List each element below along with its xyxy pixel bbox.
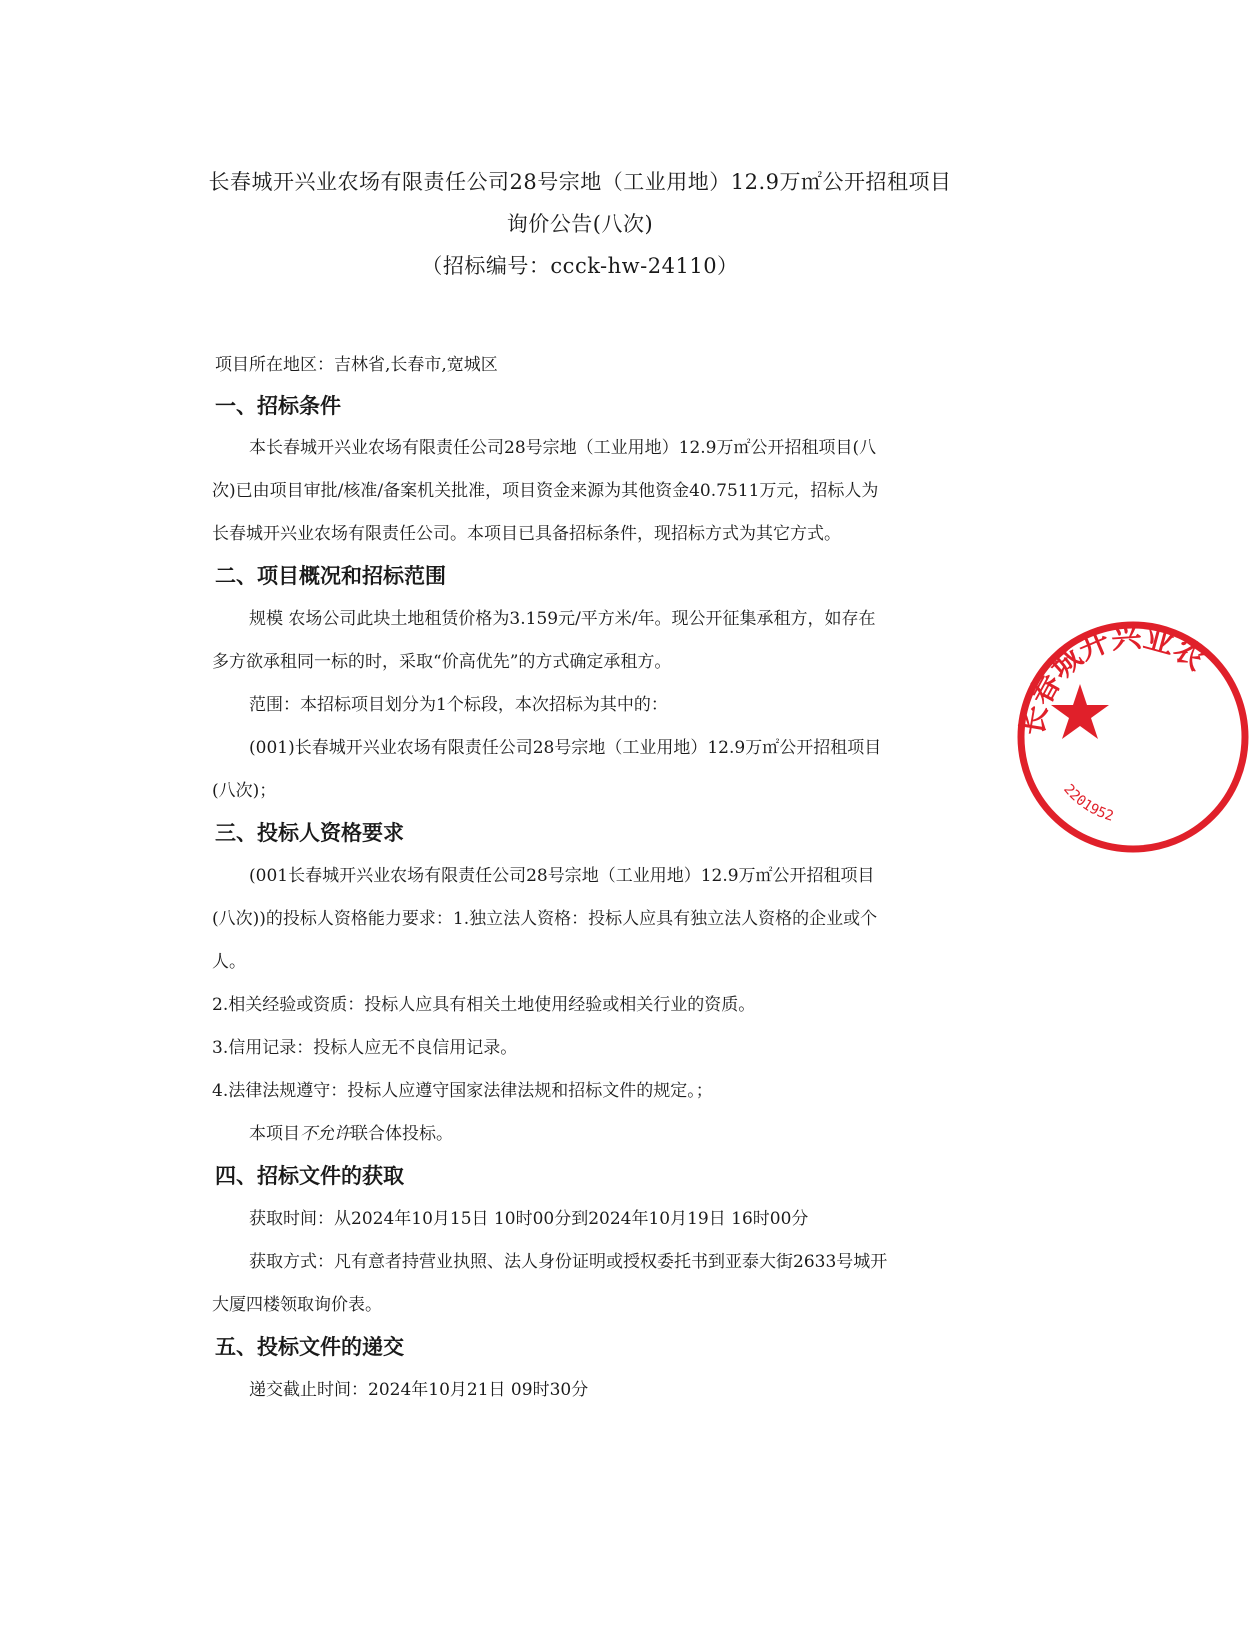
seal-code: 2201952 [1060,781,1116,825]
section-3-text-line-1: (001长春城开兴业农场有限责任公司28号宗地（工业用地）12.9万㎡公开招租项目 [249,866,875,886]
section-4-time: 获取时间：从2024年10月15日 10时00分到2024年10月19日 16时00分 [249,1209,809,1229]
company-seal-stamp [1008,612,1258,862]
section-1-heading: 一、招标条件 [215,394,341,418]
doc-title-line-2: 询价公告(八次) [506,212,654,236]
section-4-method-line-2: 大厦四楼领取询价表。 [212,1295,382,1315]
doc-title-number: （招标编号：ccck-hw-24110） [421,254,739,278]
doc-title-line-1: 长春城开兴业农场有限责任公司28号宗地（工业用地）12.9万㎡公开招租项目 [208,170,952,194]
section-2-scale-line-1: 规模 农场公司此块土地租赁价格为3.159元/平方米/年。现公开征集承租方，如存在 [249,609,876,629]
section-1-text-line-3: 长春城开兴业农场有限责任公司。本项目已具备招标条件，现招标方式为其它方式。 [212,524,841,544]
section-2-lot-line-1: (001)长春城开兴业农场有限责任公司28号宗地（工业用地）12.9万㎡公开招租项目 [249,738,882,758]
section-4-method-line-1: 获取方式：凡有意者持营业执照、法人身份证明或授权委托书到亚泰大街2633号城开 [249,1252,888,1272]
section-2-lot-line-2: (八次)； [212,781,277,801]
section-5-deadline: 递交截止时间：2024年10月21日 09时30分 [249,1380,589,1400]
section-3-text-line-2: (八次))的投标人资格能力要求：1.独立法人资格：投标人应具有独立法人资格的企业或个 [212,909,878,929]
consortium-suffix: 联合体投标。 [351,1124,453,1144]
consortium-not-allowed: 不允许 [300,1124,351,1144]
section-3-heading: 三、投标人资格要求 [215,821,404,845]
section-4-heading: 四、招标文件的获取 [215,1164,404,1188]
consortium-prefix: 本项目 [249,1124,300,1144]
section-3-item-4: 4.法律法规遵守：投标人应遵守国家法律法规和招标文件的规定。； [212,1081,713,1101]
project-region: 项目所在地区：吉林省,长春市,宽城区 [215,355,498,375]
section-2-scale-line-2: 多方欲承租同一标的时，采取“价高优先”的方式确定承租方。 [212,652,672,672]
section-5-heading: 五、投标文件的递交 [215,1335,404,1359]
seal-text: 长春城开兴业农 [1015,619,1212,739]
section-3-item-3: 3.信用记录：投标人应无不良信用记录。 [212,1038,518,1058]
section-2-heading: 二、项目概况和招标范围 [215,564,446,588]
section-1-text-line-1: 本长春城开兴业农场有限责任公司28号宗地（工业用地）12.9万㎡公开招租项目(八 [249,438,877,458]
section-3-item-2: 2.相关经验或资质：投标人应具有相关土地使用经验或相关行业的资质。 [212,995,756,1015]
section-3-consortium [249,1119,453,1144]
section-1-text-line-2: 次)已由项目审批/核准/备案机关批准，项目资金来源为其他资金40.7511万元，招标人为 [212,481,879,501]
section-2-scope: 范围：本招标项目划分为1个标段，本次招标为其中的： [249,695,668,715]
section-3-text-line-3: 人。 [212,952,246,972]
